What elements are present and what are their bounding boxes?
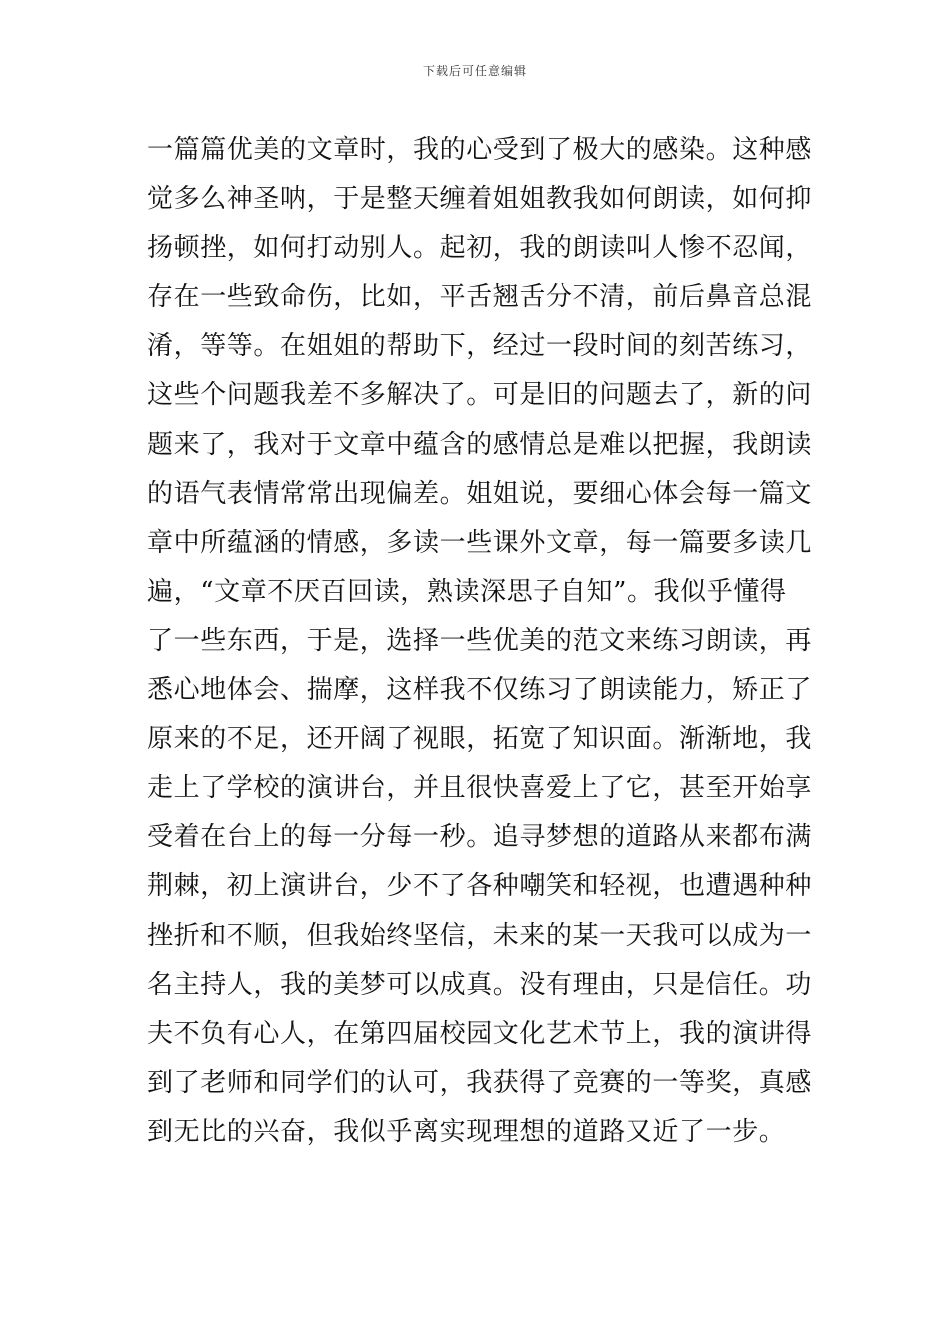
text-line: 了一些东西，于是，选择一些优美的范文来练习朗读，再	[147, 625, 813, 656]
text-line: 一篇篇优美的文章时，我的心受到了极大的感染。这种感	[147, 135, 813, 165]
text-line: 的语气表情常常出现偏差。姐姐说，要细心体会每一篇文	[147, 478, 813, 509]
text-line: 到了老师和同学们的认可，我获得了竞赛的一等奖，真感	[147, 1067, 813, 1098]
text-line: 原来的不足，还开阔了视眼，拓宽了知识面。渐渐地，我	[147, 724, 813, 755]
text-line: 章中所蕴涵的情感，多读一些课外文章，每一篇要多读几	[147, 527, 813, 558]
text-line: 遍，“文章不厌百回读，熟读深思子自知”。我似乎懂得	[147, 576, 787, 607]
text-line: 扬顿挫，如何打动别人。起初，我的朗读叫人惨不忍闻，	[147, 233, 813, 264]
text-line: 受着在台上的每一分每一秒。追寻梦想的道路从来都布满	[147, 822, 813, 853]
text-line: 到无比的兴奋，我似乎离实现理想的道路又近了一步。	[147, 1116, 786, 1147]
text-line: 挫折和不顺，但我始终坚信，未来的某一天我可以成为一	[147, 920, 813, 951]
text-line: 悉心地体会、揣摩，这样我不仅练习了朗读能力，矫正了	[147, 675, 813, 706]
text-line: 夫不负有心人，在第四届校园文化艺术节上，我的演讲得	[147, 1018, 813, 1049]
text-line: 淆，等等。在姐姐的帮助下，经过一段时间的刻苦练习，	[147, 331, 813, 362]
text-line: 题来了，我对于文章中蕴含的感情总是难以把握，我朗读	[147, 429, 813, 460]
body-text	[147, 126, 817, 1157]
text-line: 名主持人，我的美梦可以成真。没有理由，只是信任。功	[147, 969, 813, 1000]
page-header: 下载后可任意编辑	[422, 64, 527, 78]
text-line: 觉多么神圣呐，于是整天缠着姐姐教我如何朗读，如何抑	[147, 184, 813, 215]
text-line: 荆棘，初上演讲台，少不了各种嘲笑和轻视，也遭遇种种	[147, 871, 813, 902]
text-line: 存在一些致命伤，比如，平舌翘舌分不清，前后鼻音总混	[147, 282, 813, 313]
text-line: 走上了学校的演讲台，并且很快喜爱上了它，甚至开始享	[147, 773, 813, 804]
text-line: 这些个问题我差不多解决了。可是旧的问题去了，新的问	[147, 380, 813, 411]
